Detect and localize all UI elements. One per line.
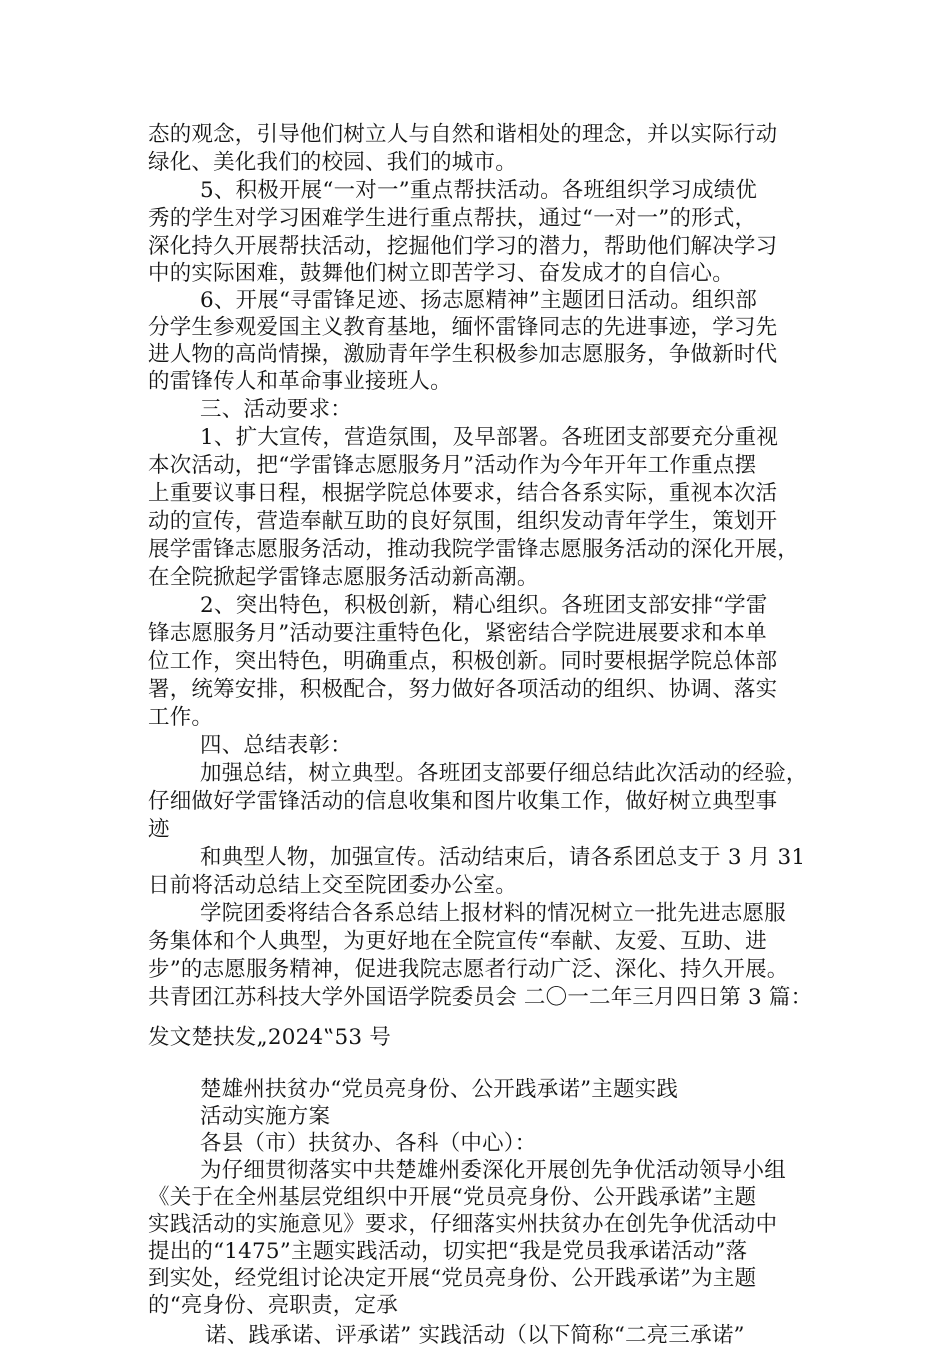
- text-line: 为仔细贯彻落实中共楚雄州委深化开展创先争优活动领导小组: [200, 1158, 786, 1183]
- text-line: 绿化、美化我们的校园、我们的城市。: [148, 150, 517, 175]
- text-line: 共青团江苏科技大学外国语学院委员会 二〇一二年三月四日第 3 篇：: [148, 985, 813, 1010]
- text-line: 锋志愿服务月”活动要注重特色化，紧密结合学院进展要求和本单: [148, 621, 767, 646]
- document-title: 楚雄州扶贫办“党员亮身份、公开践承诺”主题实践: [200, 1077, 679, 1102]
- text-line: 1、扩大宣传，营造氛围，及早部署。各班团支部要充分重视: [200, 425, 779, 450]
- text-line: 5、积极开展“一对一”重点帮扶活动。各班组织学习成绩优: [200, 178, 758, 203]
- text-line: 加强总结，树立典型。各班团支部要仔细总结此次活动的经验，: [200, 761, 808, 786]
- text-line: 6、开展“寻雷锋足迹、扬志愿精神”主题团日活动。组织部: [200, 288, 758, 313]
- text-line: 《关于在全州基层党组织中开展“党员亮身份、公开践承诺”主题: [148, 1185, 757, 1210]
- text-line: 的“亮身份、亮职责，定承: [148, 1293, 398, 1318]
- text-line: 秀的学生对学习困难学生进行重点帮扶，通过“一对一”的形式，: [148, 206, 757, 231]
- text-line: 步”的志愿服务精神，促进我院志愿者行动广泛、深化、持久开展。: [148, 957, 789, 982]
- text-line: 的雷锋传人和革命事业接班人。: [148, 369, 452, 394]
- addressee: 各县（市）扶贫办、各科（中心）：: [200, 1131, 537, 1156]
- text-line: 提出的“1475”主题实践活动，切实把“我是党员我承诺活动”落: [148, 1239, 748, 1264]
- text-line: 务集体和个人典型，为更好地在全院宣传“奉献、友爱、互助、进: [148, 929, 767, 954]
- text-line: 迹: [148, 817, 170, 842]
- text-line: 位工作，突出特色，明确重点，积极创新。同时要根据学院总体部: [148, 649, 778, 674]
- text-line: 署，统筹安排，积极配合，努力做好各项活动的组织、协调、落实: [148, 677, 778, 702]
- text-line: 2、突出特色，积极创新，精心组织。各班团支部安排“学雷: [200, 593, 768, 618]
- text-line: 进人物的高尚情操，激励青年学生积极参加志愿服务，争做新时代: [148, 342, 778, 367]
- text-line: 深化持久开展帮扶活动，挖掘他们学习的潜力，帮助他们解决学习: [148, 234, 778, 259]
- text-line: 学院团委将结合各系总结上报材料的情况树立一批先进志愿服: [200, 901, 786, 926]
- text-line: 中的实际困难，鼓舞他们树立即苦学习、奋发成才的自信心。: [148, 261, 734, 286]
- text-line: 仔细做好学雷锋活动的信息收集和图片收集工作，做好树立典型事: [148, 789, 778, 814]
- text-line: 在全院掀起学雷锋志愿服务活动新高潮。: [148, 565, 539, 590]
- text-line: 实践活动的实施意见》要求，仔细落实州扶贫办在创先争优活动中: [148, 1212, 778, 1237]
- text-line: 本次活动，把“学雷锋志愿服务月”活动作为今年开年工作重点摆: [148, 453, 757, 478]
- text-line: 到实处，经党组讨论决定开展“党员亮身份、公开践承诺”为主题: [148, 1266, 757, 1291]
- document-number: 发文楚扶发„2024‟53 号: [148, 1025, 392, 1050]
- text-line: 态的观念，引导他们树立人与自然和谐相处的理念，并以实际行动: [148, 122, 778, 147]
- section-heading: 三、活动要求：: [200, 397, 352, 422]
- text-line: 分学生参观爱国主义教育基地，缅怀雷锋同志的先进事迹，学习先: [148, 315, 778, 340]
- text-line: 和典型人物，加强宣传。活动结束后，请各系团总支于 3 月 31: [200, 845, 806, 870]
- text-line: 上重要议事日程，根据学院总体要求，结合各系实际，重视本次活: [148, 481, 778, 506]
- text-line: 展学雷锋志愿服务活动，推动我院学雷锋志愿服务活动的深化开展，: [148, 537, 800, 562]
- section-heading: 四、总结表彰：: [200, 733, 352, 758]
- text-line: 日前将活动总结上交至院团委办公室。: [148, 873, 517, 898]
- text-line: 工作。: [148, 705, 214, 730]
- text-line: 动的宣传，营造奉献互助的良好氛围，组织发动青年学生，策划开: [148, 509, 778, 534]
- text-line: 诺、践承诺、评承诺” 实践活动（以下简称“二亮三承诺”: [205, 1323, 745, 1348]
- document-title: 活动实施方案: [200, 1104, 331, 1129]
